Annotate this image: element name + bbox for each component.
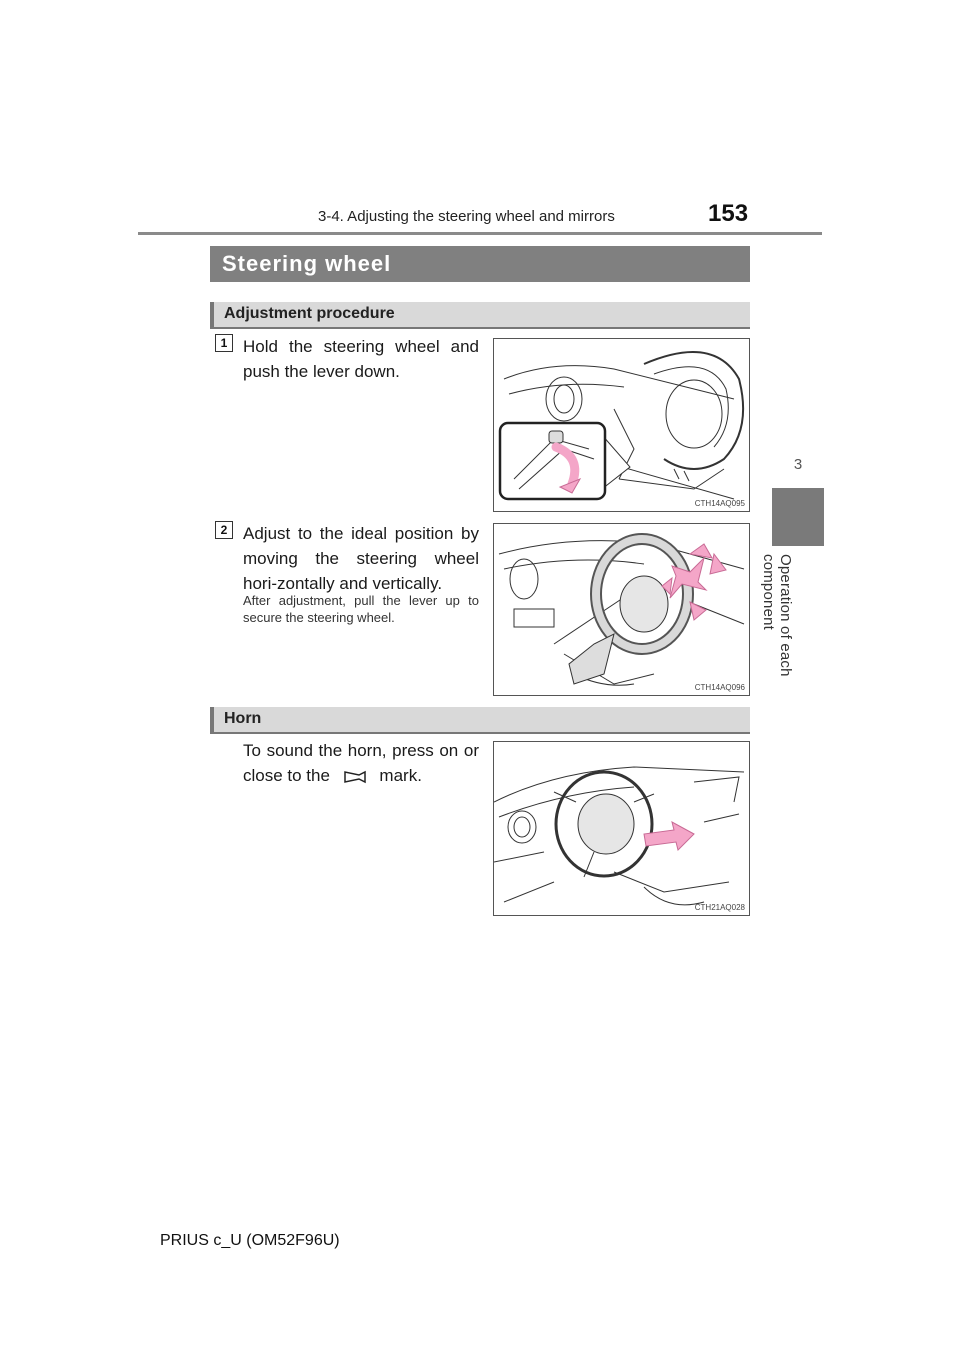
step-1-text: Hold the steering wheel and push the lever down.	[243, 337, 479, 381]
side-tab-bar	[772, 488, 824, 546]
step-2-note: After adjustment, pull the lever up to secure the steering wheel.	[243, 593, 479, 625]
step-2-badge: 2	[215, 521, 233, 539]
step-1-badge: 1	[215, 334, 233, 352]
step-2-text: Adjust to the ideal position by moving the steering wheel hori-zontally and vertically.	[243, 524, 479, 593]
steering-lever-illustration	[494, 339, 750, 512]
adjustment-heading: Adjustment procedure	[224, 305, 395, 322]
horn-heading-bar	[210, 707, 750, 733]
page-number: 153	[708, 200, 749, 227]
horn-text	[243, 738, 479, 788]
footer-model: PRIUS c_U (OM52F96U)	[160, 1232, 340, 1249]
header-section-title: 3-4. Adjusting the steering wheel and mirrors	[318, 208, 615, 225]
step-1-figure	[493, 338, 750, 512]
steering-tilt-illustration	[494, 524, 750, 696]
horn-text-after: mark.	[379, 766, 422, 785]
horn-figure	[493, 741, 750, 916]
header-rule	[138, 232, 822, 235]
horn-heading: Horn	[224, 710, 262, 727]
step-2-figure	[493, 523, 750, 696]
side-tab-number: 3	[793, 456, 803, 473]
horn-press-illustration	[494, 742, 750, 916]
step-2-figure-code: CTH14AQ096	[694, 683, 745, 692]
step-1-figure-code: CTH14AQ095	[694, 499, 745, 508]
horn-figure-code: CTH21AQ028	[694, 903, 745, 912]
side-tab-label: Operation of each component	[760, 554, 794, 677]
horn-text-before: To sound the horn, press on or close to the	[243, 741, 479, 785]
adjustment-heading-rule	[210, 327, 750, 329]
section-title: Steering wheel	[222, 251, 392, 276]
horn-icon	[335, 768, 375, 786]
horn-heading-rule	[210, 732, 750, 734]
